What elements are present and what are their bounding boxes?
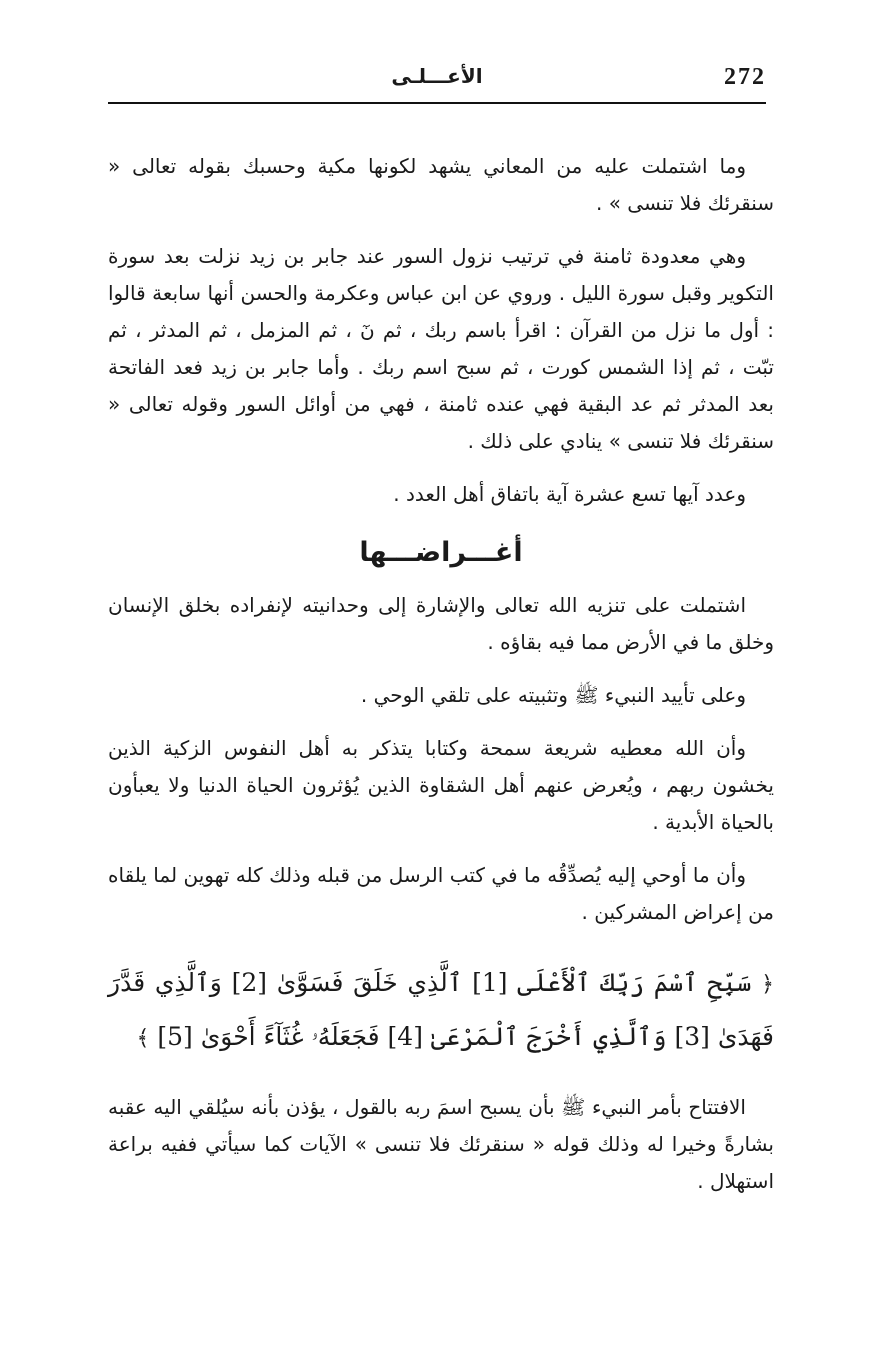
quran-verses	[108, 957, 774, 1065]
intro-paragraph: وما اشتملت عليه من المعاني يشهد لكونها مكية وحسبك بقوله تعالى « سنقرئك فلا تنسى » .	[108, 154, 774, 215]
quran-open-bracket: ﴿	[761, 972, 774, 997]
purpose-paragraph: وعلى تأييد النبيء ﷺ وتثبيته على تلقي الوحي .	[360, 683, 746, 707]
page-number: 272	[724, 64, 766, 90]
quran-verse-text: سَبِّحِ ٱسْمَ رَبِّكَ ٱلْأَعْلَى [1] ٱلَّذِي خَلَقَ فَسَوَّىٰ [2] وَٱلَّذِي قَدَّرَ فَهَدَىٰ [3] وَٱلَّذِي أَخْرَجَ ٱلْمَرْعَىٰ [4] فَجَعَلَهُۥ غُثَآءً أَحْوَىٰ [5]	[108, 968, 774, 1051]
commentary-paragraph: الافتتاح بأمر النبيء ﷺ بأن يسبح اسمَ ربه بالقول ، يؤذن بأنه سيُلقي اليه عقبه بشارةً وخيرا له وذلك قوله « سنقرئك فلا تنسى » الآيات كما سيأتي ففيه براعة استهلال .	[108, 1095, 774, 1193]
purpose-paragraph: اشتملت على تنزيه الله تعالى والإشارة إلى وحدانيته لإنفراده بخلق الإنسان وخلق ما في الأرض مما فيه بقاؤه .	[108, 593, 774, 654]
purpose-paragraph: وأن ما أوحي إليه يُصدِّقُه ما في كتب الرسل من قبله وذلك كله تهوين لما يلقاه من إعراض المشركين .	[108, 863, 774, 924]
purpose-paragraph: وأن الله معطيه شريعة سمحة وكتابا يتذكر به أهل النفوس الزكية الذين يخشون ربهم ، ويُعرض عنهم أهل الشقاوة الذين يُؤثرون الحياة الدنيا ولا يعبأون بالحياة الأبدية .	[108, 736, 774, 834]
page-body	[108, 148, 774, 1216]
page-header	[108, 62, 766, 102]
quran-close-bracket: ﴾	[136, 1026, 150, 1051]
section-heading: أغـــراضـــها	[359, 537, 523, 568]
revelation-order-paragraph: وهي معدودة ثامنة في ترتيب نزول السور عند جابر بن زيد نزلت بعد سورة التكوير وقبل سورة الليل . وروي عن ابن عباس وعكرمة والحسن أنها سابعة قالوا : أول ما نزل من القرآن : اقرأ باسم ربك ، ثم نٓ ، ثم المزمل ، ثم المدثر ، ثم تبّت ، ثم إذا الشمس كورت ، ثم سبح اسم ربك . وأما جابر بن زيد فعد الفاتحة بعد المدثر ثم عد البقية فهي عنده ثامنة ، فهي من أوائل السور وقوله تعالى « سنقرئك فلا تنسى » ينادي على ذلك .	[108, 244, 774, 453]
header-divider	[108, 102, 766, 104]
verse-count-paragraph: وعدد آيها تسع عشرة آية باتفاق أهل العدد .	[393, 482, 746, 506]
running-title: الأعـــلـى	[391, 64, 483, 88]
